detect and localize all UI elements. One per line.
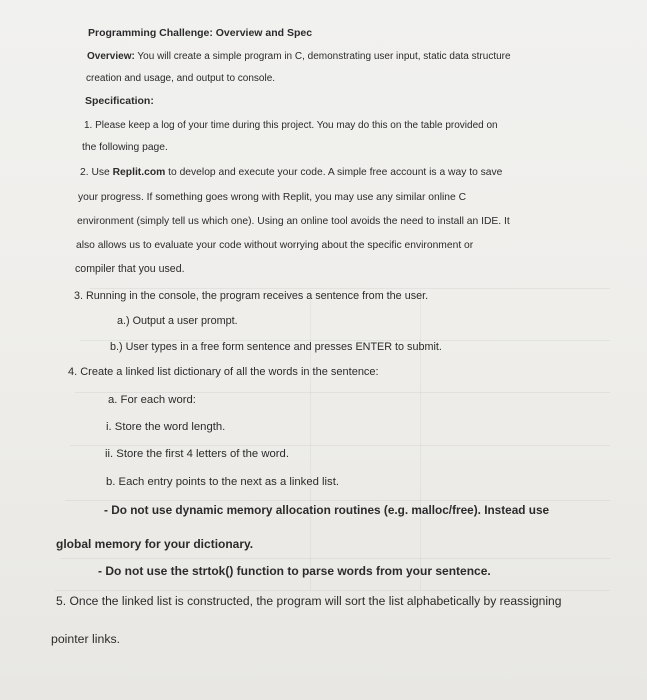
item-2-line-3: environment (simply tell us which one). Using an online tool avoids the need to install an IDE. It (77, 216, 510, 227)
bleed-through-line (70, 445, 610, 446)
item-4b: b. Each entry points to the next as a linked list. (106, 476, 339, 488)
specification-heading: Specification: (85, 95, 154, 107)
overview-line-2: creation and usage, and output to console. (86, 73, 276, 84)
item-2-line-1 (80, 168, 502, 178)
item-3b: b.) User types in a free form sentence and presses ENTER to submit. (110, 341, 442, 353)
item-4a-i: i. Store the word length. (106, 421, 226, 433)
note-no-dynamic-memory-line-1: - Do not use dynamic memory allocation routines (e.g. malloc/free). Instead use (104, 503, 550, 517)
item-1-line-1: 1. Please keep a log of your time during this project. You may do this on the table provided on (84, 120, 498, 131)
item-4: 4. Create a linked list dictionary of all the words in the sentence: (68, 366, 379, 378)
note-no-strtok: - Do not use the strtok() function to parse words from your sentence. (98, 564, 491, 578)
bleed-through-line (310, 290, 311, 590)
note-no-dynamic-memory-line-2: global memory for your dictionary. (56, 537, 254, 551)
overview-text: You will create a simple program in C, demonstrating user input, static data structure (134, 51, 511, 62)
item-2-line-5: compiler that you used. (75, 263, 185, 275)
document-title: Programming Challenge: Overview and Spec (88, 27, 313, 39)
item-2-line-4: also allows us to evaluate your code without worrying about the specific environment or (76, 240, 474, 251)
item-4a-ii: ii. Store the first 4 letters of the word. (105, 448, 289, 460)
item-3: 3. Running in the console, the program receives a sentence from the user. (74, 290, 429, 302)
bleed-through-line (420, 290, 421, 590)
item-2-prefix: 2. Use (80, 167, 113, 178)
bleed-through-line (55, 590, 610, 591)
item-5-line-1: 5. Once the linked list is constructed, the program will sort the list alphabetically by reassigning (56, 594, 562, 608)
overview-line-1 (87, 52, 511, 62)
overview-label: Overview: (87, 51, 135, 62)
bleed-through-line (65, 500, 610, 501)
bleed-through-line (75, 392, 610, 393)
item-4a: a. For each word: (108, 394, 196, 406)
item-5-line-2: pointer links. (51, 632, 121, 646)
bleed-through-line (60, 558, 610, 559)
item-1-line-2: the following page. (82, 142, 168, 153)
replit-site-name: Replit.com (112, 167, 166, 178)
bleed-through-line (90, 288, 610, 289)
item-2-line-2: your progress. If something goes wrong with Replit, you may use any similar online C (78, 192, 467, 203)
item-2-text: to develop and execute your code. A simple free account is a way to save (165, 167, 503, 178)
item-3a: a.) Output a user prompt. (117, 315, 238, 327)
